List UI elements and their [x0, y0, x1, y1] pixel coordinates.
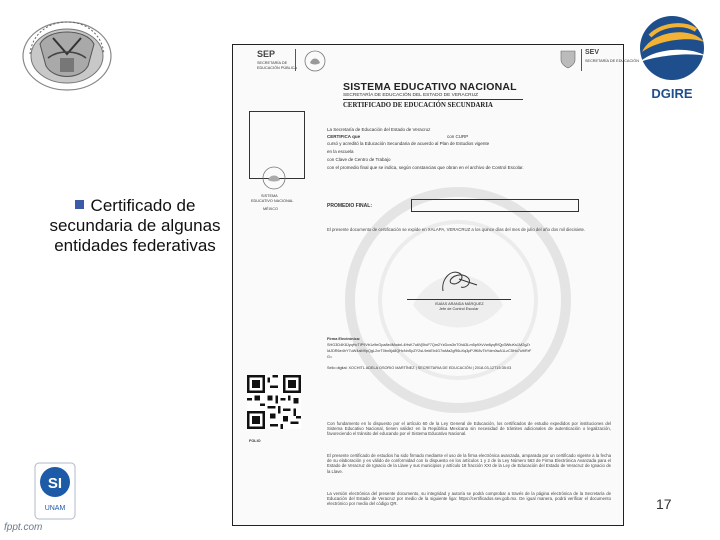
si-logo-subtext: UNAM [44, 505, 66, 512]
body-line-1: La Secretaría de Educación del Estado de Veracruz [327, 127, 431, 132]
page-number: 17 [656, 496, 672, 512]
mexico-eagle-seal-icon [303, 49, 327, 73]
body-line-3: con CURP [447, 134, 469, 139]
body-line-7: con el promedio final que se indica, según constancias que obran en el archivo de Control Escolar. [327, 165, 524, 170]
electronic-signature-label: Firma Electrónica: [327, 337, 361, 341]
qr-code [247, 375, 301, 429]
sev-subtitle: SECRETARÍA DE EDUCACIÓN [585, 59, 639, 63]
folio-label: FOLIO [249, 439, 261, 443]
electronic-signature-line-2: IdJDR6e4hY7uW4aM9pQgL2xrT0bn5jd8QHcNnSpZY2sL9ekEh4G7wMa2gR6uXq3pPJfK8vTbYdm0wA1LzC5Ho7u9iRrF [327, 349, 532, 353]
promedio-label: PROMEDIO FINAL: [327, 203, 372, 209]
signer-title: Jefe de Control Escolar [439, 307, 479, 311]
si-logo-text: SI [47, 475, 63, 492]
sep-logo: SEP [257, 49, 276, 59]
sistema-educativo-seal-icon [259, 165, 289, 191]
bullet-icon [75, 200, 84, 209]
sep-subtitle-1: SECRETARÍA DE [257, 61, 288, 65]
signer-name: ISAÍAS ARANDA MÁRQUEZ [435, 302, 484, 306]
body-line-2: CERTIFICA que [327, 134, 361, 139]
slide-caption [40, 196, 230, 256]
electronic-signature-line-3: G= [327, 355, 333, 359]
footer-brand: fppt.com [4, 522, 43, 533]
body-line-6: con Clave de Centro de Trabajo [327, 157, 391, 162]
sep-subtitle-2: EDUCACIÓN PÚBLICA [257, 66, 298, 70]
legal-paragraph-1: Con fundamento en lo dispuesto por el artículo 60 de la Ley General de Educación, los certificados de estudio expedidos por instituciones del Sistema Educativo Nacional, tienen validez en la República Mexicana sin necesidad de trámites adicionales de autenticación o legalización, favoreciendo el tránsito del educando por el Sistema Educativo Nacional. [327, 421, 611, 437]
issued-text: El presente documento de certificación se expide en XALAPA, VERACRUZ a los quince días del mes de julio del año dos mil diecisiete. [327, 227, 586, 232]
dgire-logo-text: DGIRE [651, 86, 693, 101]
side-seal-caption-1: SISTEMA [261, 194, 278, 198]
dgire-logo [632, 8, 712, 108]
sev-logo: SEV [585, 49, 600, 56]
promedio-value-box [411, 199, 579, 212]
digital-seal: Sello digital: XOCHITL ADELA OSORIO MARTÍNEZ | SECRETARIA DE EDUCACIÓN | 2018-03-12T15:35:03 [327, 366, 512, 370]
caption-text: Certificado de secundaria de algunas entidades federativas [49, 196, 221, 255]
body-line-5: en la escuela [327, 149, 354, 154]
system-title: SISTEMA EDUCATIVO NACIONAL [343, 81, 517, 93]
side-seal-caption-2: EDUCATIVO NACIONAL [251, 199, 294, 203]
legal-paragraph-3: La versión electrónica del presente documento, su integridad y autoría se podrá comprobar a través de la página electrónica de la Secretaría de Educación del Estado de Veracruz por medio de la siguiente liga: https://certificados.sev.gob.mx. De igual manera, podrá verificar el documento electrónico por medio del código QR. [327, 491, 611, 507]
legal-paragraph-2: El presente certificado de estudios ha sido firmado mediante el uso de la firma electrónica avanzada, amparada por un certificado vigente a la fecha de su elaboración y es válido de conformidad con lo dispuesto en los artículos 1 y 2 de la Ley Número 563 de Firma Electrónica Avanzada para el Estado de Veracruz de Ignacio de la Llave y sus municipios y artículo 18 fracción XXI de la Ley de Educación del Estado de Veracruz de Ignacio de la Llave. [327, 453, 611, 474]
side-seal-caption-3: MÉXICO [263, 207, 278, 211]
electronic-signature-line-1: SHG3D4K8JyqHcTIP9Vb1z9eGpa8e4ModnL4HsK7u6Vj5tcF7Qm2YzDcw3nT0hA3Lm5p9XvVw8yqRfQp3WtuKs1M2gZr [327, 343, 531, 347]
watermark-seal-icon [343, 185, 573, 415]
body-line-4: cursó y acreditó la Educación Secundaria de acuerdo al Plan de Estudios vigente [327, 141, 490, 146]
certificate-title: CERTIFICADO DE EDUCACIÓN SECUNDARIA [343, 102, 493, 109]
system-subtitle: SECRETARÍA DE EDUCACIÓN DEL ESTADO DE VERACRUZ [343, 93, 479, 98]
handwritten-signature [437, 263, 481, 299]
si-unam-logo [34, 462, 76, 520]
veracruz-shield-icon [559, 49, 577, 69]
unam-crest-logo [18, 14, 116, 94]
certificate-document [232, 44, 639, 526]
